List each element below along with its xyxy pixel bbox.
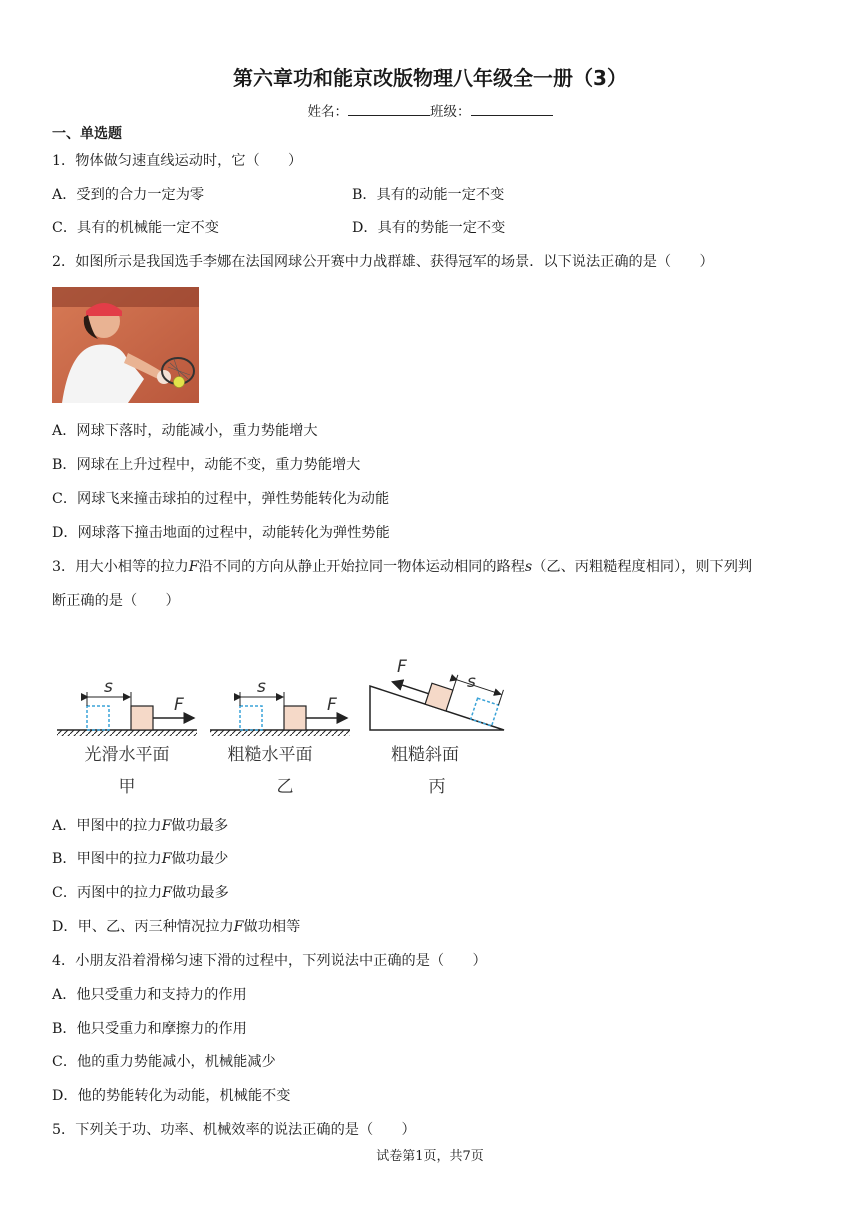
q2-option-a: A．网球下落时，动能减小，重力势能增大 bbox=[52, 423, 318, 439]
q4-option-b: B．他只受重力和摩擦力的作用 bbox=[52, 1021, 247, 1037]
tennis-player-photo bbox=[52, 287, 199, 403]
student-info bbox=[0, 100, 860, 120]
F-label: F bbox=[397, 657, 407, 677]
panel-rough-horizontal bbox=[210, 677, 350, 797]
dashed-start-position bbox=[240, 706, 262, 730]
name-label: 姓名： bbox=[307, 104, 348, 120]
s-label: s bbox=[257, 677, 266, 697]
q1-option-c: C．具有的机械能一定不变 bbox=[52, 220, 219, 236]
q4-option-c: C．他的重力势能减小，机械能减少 bbox=[52, 1054, 276, 1070]
q5-stem: 5．下列关于功、功率、机械效率的说法正确的是（ ） bbox=[52, 1122, 416, 1138]
q1-stem: 1．物体做匀速直线运动时，它（ ） bbox=[52, 153, 303, 169]
F-label: F bbox=[327, 695, 337, 715]
block bbox=[425, 683, 453, 711]
name-blank bbox=[348, 103, 430, 116]
panel-label: 光滑水平面 bbox=[84, 745, 170, 765]
var-F: F bbox=[188, 559, 199, 575]
panel-smooth-horizontal bbox=[57, 677, 197, 797]
q4-option-d: D．他的势能转化为动能，机械能不变 bbox=[52, 1088, 291, 1104]
q3-option-d: D．甲、乙、丙三种情况拉力F做功相等 bbox=[52, 919, 301, 935]
section-heading: 一、单选题 bbox=[52, 126, 122, 142]
panel-name: 丙 bbox=[428, 777, 446, 797]
var-s: s bbox=[524, 559, 533, 575]
F-label: F bbox=[174, 695, 184, 715]
q2-option-d: D．网球落下撞击地面的过程中，动能转化为弹性势能 bbox=[52, 525, 390, 541]
q1-option-d: D．具有的势能一定不变 bbox=[352, 220, 506, 236]
q4-stem: 4．小朋友沿着滑梯匀速下滑的过程中，下列说法中正确的是（ ） bbox=[52, 953, 487, 969]
class-label: 班级： bbox=[430, 104, 471, 120]
q2-option-c: C．网球飞来撞击球拍的过程中，弹性势能转化为动能 bbox=[52, 491, 390, 507]
q3-force-diagram bbox=[52, 650, 512, 800]
q3-stem-line1: 3．用大小相等的拉力F沿不同的方向从静止开始拉同一物体运动相同的路程s（乙、丙粗糙程度相同），则下列判 bbox=[52, 559, 753, 575]
q1-option-b: B．具有的动能一定不变 bbox=[352, 187, 505, 203]
q3-stem-line2: 断正确的是（ ） bbox=[52, 593, 180, 609]
panel-rough-incline bbox=[370, 656, 504, 797]
page-footer: 试卷第1页，共7页 bbox=[376, 1149, 484, 1164]
s-label: s bbox=[467, 672, 476, 692]
q3-option-c: C．丙图中的拉力F做功最多 bbox=[52, 885, 229, 901]
s-label: s bbox=[104, 677, 113, 697]
panel-label: 粗糙斜面 bbox=[391, 745, 459, 765]
dashed-start-position bbox=[87, 706, 109, 730]
dashed-start-position bbox=[471, 698, 499, 726]
block bbox=[284, 706, 306, 730]
panel-name: 甲 bbox=[118, 777, 136, 797]
q2-option-b: B．网球在上升过程中，动能不变，重力势能增大 bbox=[52, 457, 361, 473]
q3-option-b: B．甲图中的拉力F做功最少 bbox=[52, 851, 229, 867]
panel-label: 粗糙水平面 bbox=[227, 745, 313, 765]
page-title: 第六章功和能京改版物理八年级全一册（3） bbox=[233, 66, 627, 90]
block bbox=[131, 706, 153, 730]
panel-name: 乙 bbox=[276, 777, 294, 797]
q2-stem: 2．如图所示是我国选手李娜在法国网球公开赛中力战群雄、获得冠军的场景．以下说法正确的是（ ） bbox=[52, 254, 714, 270]
q4-option-a: A．他只受重力和支持力的作用 bbox=[52, 987, 247, 1003]
q3-option-a: A．甲图中的拉力F做功最多 bbox=[52, 818, 229, 834]
class-blank bbox=[471, 103, 553, 116]
q1-option-a: A．受到的合力一定为零 bbox=[52, 187, 205, 203]
